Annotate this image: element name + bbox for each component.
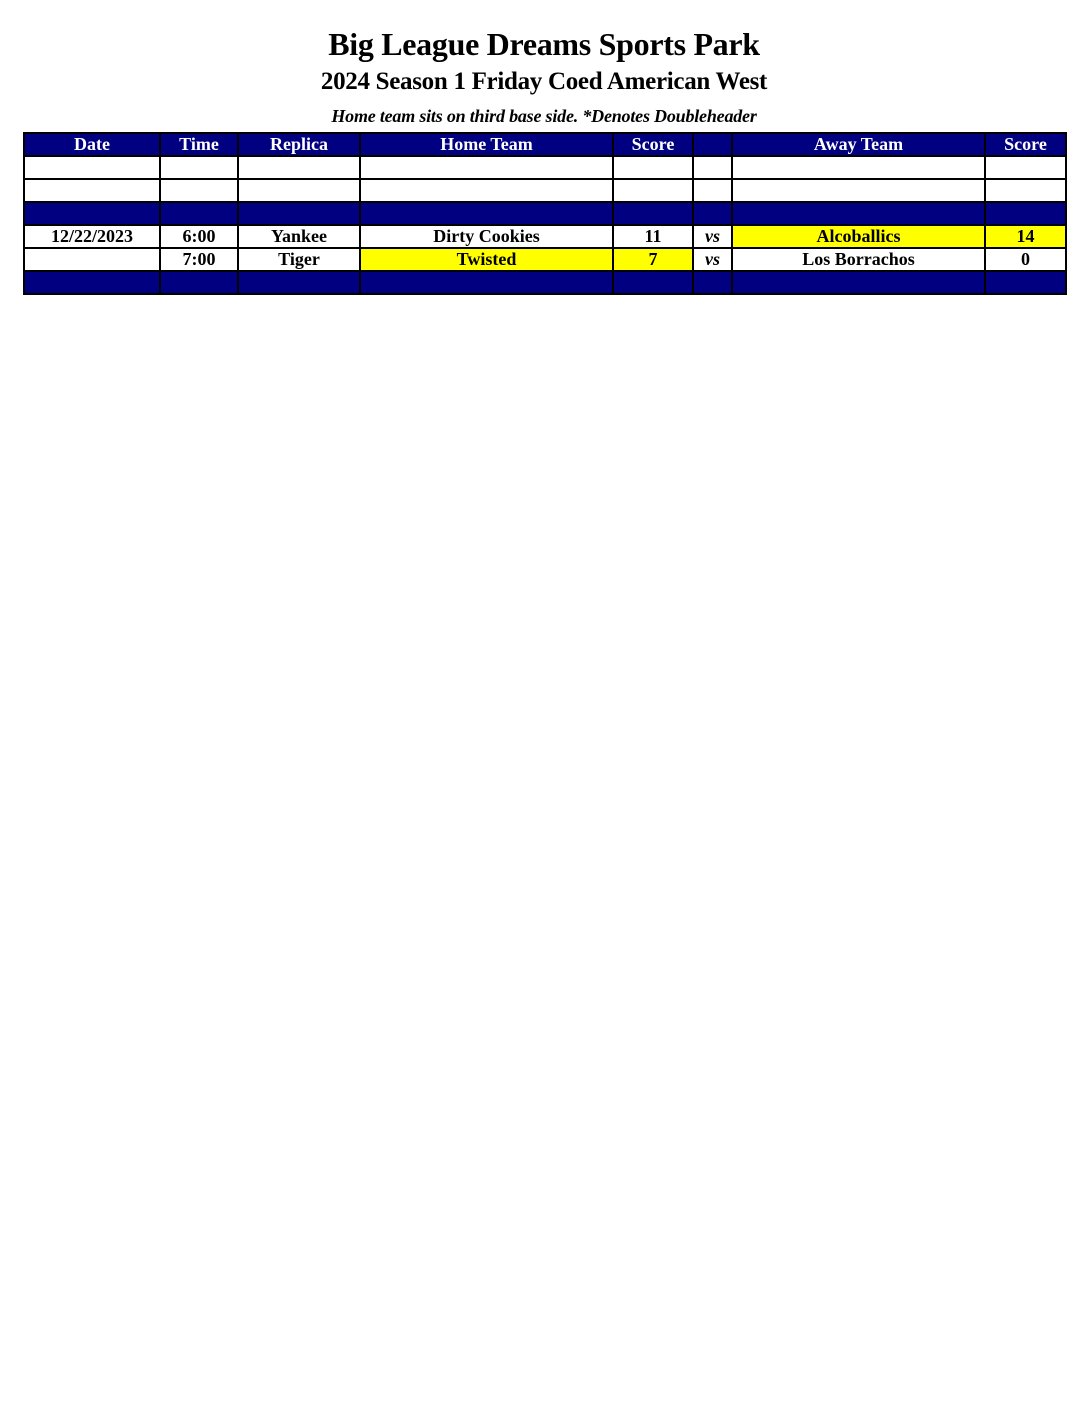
home-team: Dirty Cookies — [360, 225, 613, 248]
league-subtitle: 2024 Season 1 Friday Coed American West — [320, 68, 768, 95]
game-row — [24, 248, 1066, 271]
away-team: Alcoballics — [732, 225, 985, 248]
vs-label: vs — [693, 248, 732, 271]
home-score: 7 — [613, 248, 693, 271]
game-row — [24, 225, 1066, 248]
empty-row — [24, 156, 1066, 179]
game-time: 6:00 — [160, 225, 238, 248]
separator-row — [24, 202, 1066, 225]
game-date — [24, 248, 160, 271]
game-time: 7:00 — [160, 248, 238, 271]
game-field: Tiger — [238, 248, 360, 271]
away-team: Los Borrachos — [732, 248, 985, 271]
header-row — [24, 133, 1066, 156]
game-field: Yankee — [238, 225, 360, 248]
page-title: Big League Dreams Sports Park — [328, 26, 760, 62]
game-date: 12/22/2023 — [24, 225, 160, 248]
column-header-home-team: Home Team — [360, 133, 613, 156]
empty-row — [24, 179, 1066, 202]
column-header-away-score: Score — [985, 133, 1066, 156]
away-score: 14 — [985, 225, 1066, 248]
column-header-home-score: Score — [613, 133, 693, 156]
home-team: Twisted — [360, 248, 613, 271]
column-header-away-team: Away Team — [732, 133, 985, 156]
vs-label: vs — [693, 225, 732, 248]
separator-row — [24, 271, 1066, 294]
schedule-table — [23, 132, 1067, 295]
away-score: 0 — [985, 248, 1066, 271]
schedule-note: Home team sits on third base side. *Denotes Doubleheader — [331, 106, 757, 126]
column-header-date: Date — [24, 133, 160, 156]
column-header-time: Time — [160, 133, 238, 156]
column-header-replica: Replica — [238, 133, 360, 156]
home-score: 11 — [613, 225, 693, 248]
column-header-vs — [693, 133, 732, 156]
